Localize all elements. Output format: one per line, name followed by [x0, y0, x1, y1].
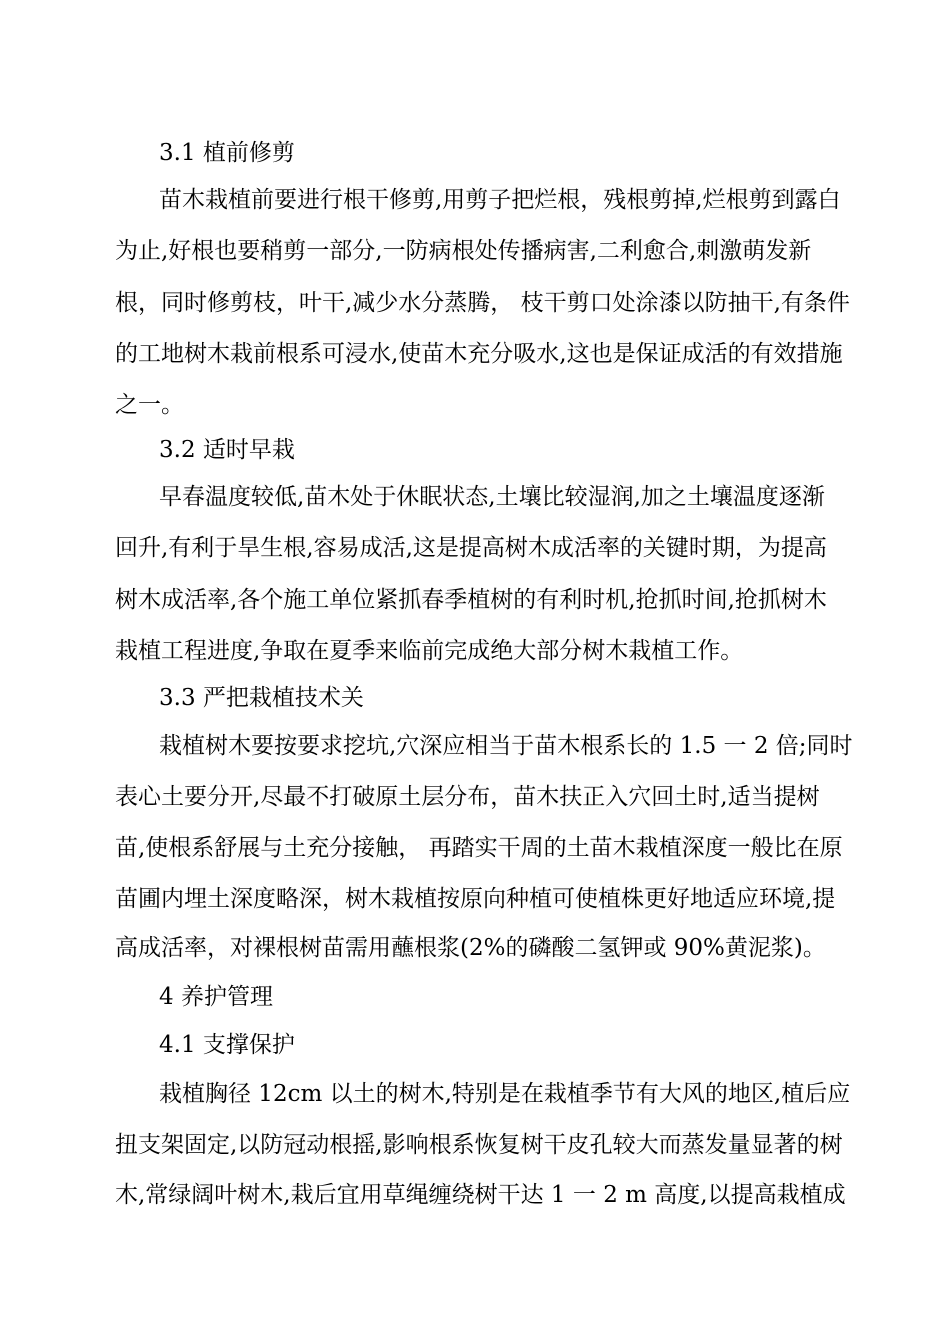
paragraph-line: 根，同时修剪枝，叶干,减少水分蒸腾， 枝干剪口处涂漆以防抽干,有条件 — [115, 290, 850, 316]
paragraph-line: 栽植工程进度,争取在夏季来临前完成绝大部分树木栽植工作。 — [115, 638, 744, 664]
paragraph-line: 早春温度较低,苗木处于休眠状态,土壤比较湿润,加之土壤温度逐渐 — [159, 484, 825, 510]
paragraph-line: 苗,使根系舒展与土充分接触， 再踏实干周的土苗木栽植深度一般比在原 — [115, 835, 843, 861]
section-heading: 4 养护管理 — [159, 984, 273, 1010]
section-heading: 3.3 严把栽植技术关 — [159, 685, 364, 711]
paragraph-line: 回升,有利于旱生根,容易成活,这是提高树木成活率的关键时期，为提高 — [115, 535, 827, 561]
paragraph-line: 表心土要分开,尽最不打破原土层分布，苗木扶正入穴回土时,适当提树 — [115, 784, 820, 810]
paragraph-line: 栽植树木要按要求挖坑,穴深应相当于苗木根系长的 1.5 一 2 倍;同时 — [159, 733, 853, 759]
section-heading: 3.1 植前修剪 — [159, 140, 295, 166]
paragraph-line: 之一。 — [115, 392, 184, 418]
paragraph-line: 苗木栽植前要进行根干修剪,用剪子把烂根，残根剪掉,烂根剪到露白 — [159, 187, 841, 213]
paragraph-line: 的工地树木栽前根系可浸水,使苗木充分吸水,这也是保证成活的有效措施 — [115, 341, 843, 367]
paragraph-line: 扭支架固定,以防冠动根摇,影响根系恢复树干皮孔较大而蒸发量显著的树 — [115, 1132, 843, 1158]
paragraph-line: 为止,好根也要稍剪一部分,一防病根处传播病害,二利愈合,刺激萌发新 — [115, 238, 812, 264]
paragraph-line: 栽植胸径 12cm 以土的树木,特别是在栽植季节有大风的地区,植后应 — [159, 1081, 851, 1107]
paragraph-line: 高成活率，对裸根树苗需用蘸根浆(2%的磷酸二氢钾或 90%黄泥浆)。 — [115, 935, 826, 961]
paragraph-line: 木,常绿阔叶树木,栽后宜用草绳缠绕树干达 1 一 2 m 高度,以提高栽植成 — [115, 1182, 846, 1208]
section-heading: 3.2 适时早栽 — [159, 437, 295, 463]
paragraph-line: 苗圃内埋土深度略深，树木栽植按原向种植可使植株更好地适应环境,提 — [115, 886, 836, 912]
paragraph-line: 树木成活率,各个施工单位紧抓春季植树的有利时机,抢抓时间,抢抓树木 — [115, 587, 827, 613]
section-heading: 4.1 支撑保护 — [159, 1032, 295, 1058]
